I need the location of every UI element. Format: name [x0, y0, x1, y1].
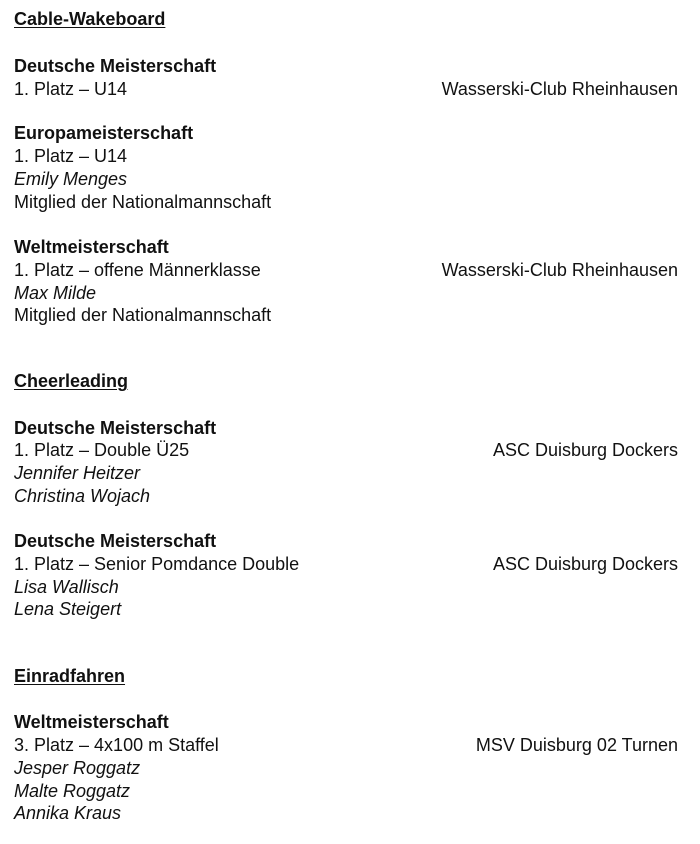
athlete-name: Christina Wojach: [14, 486, 151, 506]
entry-title: Weltmeisterschaft: [14, 712, 169, 732]
athlete-name: Jesper Roggatz: [14, 758, 141, 778]
entry-placement: 1. Platz – offene Männerklasse: [14, 260, 261, 280]
athlete-name: Jennifer Heitzer: [14, 463, 141, 483]
entry-title: Deutsche Meisterschaft: [14, 56, 217, 76]
entry-placement: 1. Platz – U14: [14, 79, 128, 99]
entry-placement: 1. Platz – U14: [14, 146, 128, 166]
section-heading-cable-wakeboard: Cable-Wakeboard: [14, 9, 166, 29]
entry-club: Wasserski-Club Rheinhausen: [441, 79, 678, 99]
entry-club: Wasserski-Club Rheinhausen: [441, 260, 678, 280]
athlete-name: Annika Kraus: [14, 803, 122, 823]
athlete-name: Emily Menges: [14, 169, 128, 189]
entry-club: ASC Duisburg Dockers: [492, 554, 678, 574]
section-heading-einradfahren: Einradfahren: [14, 666, 126, 686]
athlete-name: Lisa Wallisch: [14, 577, 119, 597]
athlete-name: Max Milde: [14, 283, 97, 303]
entry-placement: 3. Platz – 4x100 m Staffel: [14, 735, 219, 755]
entry-title: Deutsche Meisterschaft: [14, 418, 217, 438]
athlete-name: Malte Roggatz: [14, 781, 131, 801]
entry-note: Mitglied der Nationalmannschaft: [14, 305, 272, 325]
entry-title: Weltmeisterschaft: [14, 237, 169, 257]
entry-placement: 1. Platz – Double Ü25: [14, 440, 190, 460]
entry-note: Mitglied der Nationalmannschaft: [14, 192, 272, 212]
entry-title: Europameisterschaft: [14, 123, 194, 143]
entry-club: MSV Duisburg 02 Turnen: [475, 735, 678, 755]
entry-placement: 1. Platz – Senior Pomdance Double: [14, 554, 300, 574]
entry-club: ASC Duisburg Dockers: [492, 440, 678, 460]
athlete-name: Lena Steigert: [14, 599, 122, 619]
section-heading-cheerleading: Cheerleading: [14, 371, 129, 391]
entry-title: Deutsche Meisterschaft: [14, 531, 217, 551]
